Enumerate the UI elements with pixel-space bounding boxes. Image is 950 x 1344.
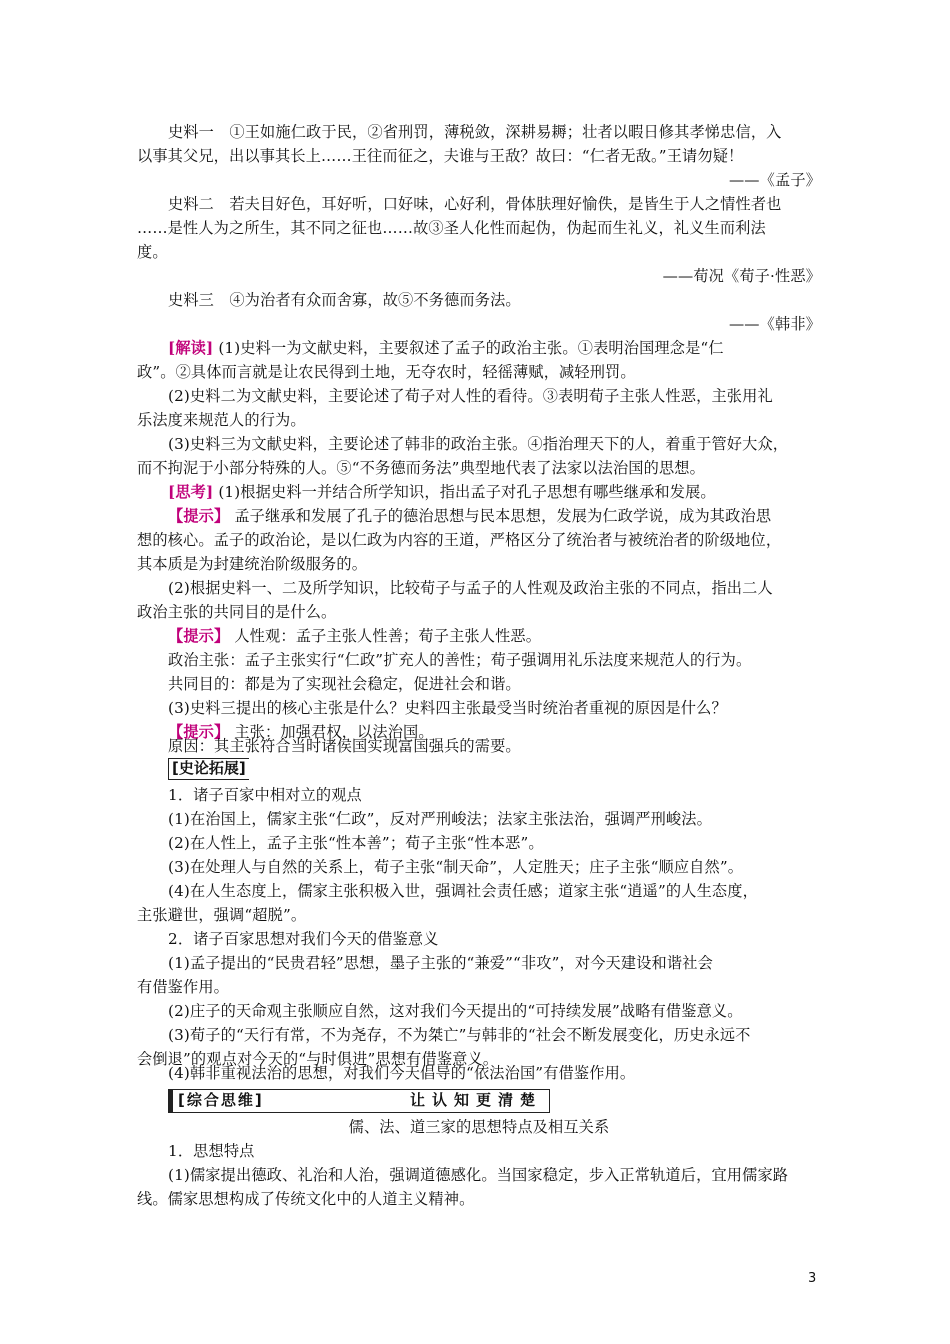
extension-point-2: 2．诸子百家思想对我们今天的借鉴意义 [168, 930, 439, 948]
zonghe-heading-tail: 让认知更清楚 [410, 1091, 543, 1109]
think-question-1 [168, 481, 821, 503]
zonghe-heading: [综合思维] [178, 1091, 264, 1109]
extension-point-2-b: (2)庄子的天命观主张顺应自然，这对我们今天提出的“可持续发展”战略有借鉴意义。 [168, 1002, 743, 1020]
extension-point-1-d-line-2: 主张避世，强调“超脱”。 [137, 906, 307, 924]
extension-point-2-a-line-2: 有借鉴作用。 [137, 978, 230, 996]
hint-1-text: 孟子继承和发展了孔子的德治思想与民本思想，发展为仁政学说，成为其政治思 [234, 507, 772, 525]
interpretation-2-line-2: 乐法度来规范人的行为。 [137, 411, 306, 429]
think-question-2-line-1: (2)根据史料一、二及所学知识，比较荀子与孟子的人性观及政治主张的不同点，指出二人 [168, 579, 773, 597]
think-question-2-line-2: 政治主张的共同目的是什么。 [137, 603, 337, 621]
source-3-line-1: 史料三 ④为治者有众而舍寡，故⑤不务德而务法。 [168, 291, 521, 309]
interpretation-1-line-1 [168, 337, 821, 359]
interpretation-3-line-2: 而不拘泥于小部分特殊的人。⑤“不务德而务法”典型地代表了法家以法治国的思想。 [137, 459, 705, 477]
think-question-1-text: (1)根据史料一并结合所学知识，指出孟子对孔子思想有哪些继承和发展。 [218, 483, 716, 501]
source-2-line-2: ……是性人为之所生，其不同之征也……故③圣人化性而起伪，伪起而生礼义，礼义生而利法 [137, 219, 766, 237]
hint-3-line-2: 原因：其主张符合当时诸侯国实现富国强兵的需要。 [168, 737, 521, 755]
hint-1-line-1 [168, 505, 821, 527]
extension-point-1-d-line-1: (4)在人生态度上，儒家主张积极入世，强调社会责任感；道家主张“逍遥”的人生态度， [168, 882, 758, 900]
shilun-heading: [史论拓展] [172, 759, 246, 777]
extension-point-1-a: (1)在治国上，儒家主张“仁政”，反对严刑峻法；法家主张法治，强调严刑峻法。 [168, 810, 712, 828]
extension-point-1-c: (3)在处理人与自然的关系上，荀子主张“制天命”，人定胜天；庄子主张“顺应自然”。 [168, 858, 744, 876]
interpretation-tag: [解读] [168, 339, 214, 357]
interpretation-3-line-1: (3)史料三为文献史料，主要论述了韩非的政治主张。④指治理天下的人，着重于管好大众， [168, 435, 789, 453]
interpretation-1-line-2: 政”。②具体而言就是让农民得到土地，无夺农时，轻徭薄赋，减轻刑罚。 [137, 363, 636, 381]
hint-1-line-3: 其本质是为封建统治阶级服务的。 [137, 555, 368, 573]
interpretation-1-text: (1)史料一为文献史料，主要叙述了孟子的政治主张。①表明治国理念是“仁 [218, 339, 724, 357]
hint-2-line-2: 政治主张：孟子主张实行“仁政”扩充人的善性；荀子强调用礼乐法度来规范人的行为。 [168, 651, 752, 669]
source-2-line-3: 度。 [137, 243, 168, 261]
source-1-citation: ——《孟子》 [728, 171, 821, 189]
hint-2-text: 人性观：孟子主张人性善；荀子主张人性恶。 [234, 627, 542, 645]
hint-2-line-3: 共同目的：都是为了实现社会稳定，促进社会和谐。 [168, 675, 521, 693]
confucian-features-line-2: 线。儒家思想构成了传统文化中的人道主义精神。 [137, 1190, 475, 1208]
source-2-citation: ——荀况《荀子·性恶》 [662, 267, 821, 285]
extension-point-2-c-line-2: 会倒退”的观点对今天的“与时俱进”思想有借鉴意义。 [137, 1050, 499, 1068]
extension-point-2-a-line-1: (1)孟子提出的“民贵君轻”思想，墨子主张的“兼爱”“非攻”，对今天建设和谐社会 [168, 954, 713, 972]
hint-tag-3: 【提示】 [168, 723, 230, 741]
hint-1-line-2: 想的核心。孟子的政治论，是以仁政为内容的王道，严格区分了统治者与被统治者的阶级地位， [137, 531, 782, 549]
hint-2-line-1 [168, 625, 821, 647]
extension-point-1: 1．诸子百家中相对立的观点 [168, 786, 362, 804]
confucian-features-line-1: (1)儒家提出德政、礼治和人治，强调道德感化。当国家稳定，步入正常轨道后，宜用儒家路 [168, 1166, 789, 1184]
section-title: 儒、法、道三家的思想特点及相互关系 [348, 1118, 610, 1136]
source-1-line-2: 以事其父兄，出以事其长上……王往而征之，夫谁与王敌？故曰：“仁者无敌。”王请勿疑！ [137, 147, 744, 165]
source-2-line-1: 史料二 若夫目好色，耳好听，口好味，心好利，骨体肤理好愉佚，是皆生于人之情性者也 [168, 195, 782, 213]
thought-features-heading: 1．思想特点 [168, 1142, 255, 1160]
hint-3-text: 主张：加强君权，以法治国。 [234, 723, 434, 741]
extension-point-2-c-line-1: (3)荀子的“天行有常，不为尧存，不为桀亡”与韩非的“社会不断发展变化，历史永远不 [168, 1026, 751, 1044]
page-number: 3 [808, 1271, 817, 1286]
source-3-citation: ——《韩非》 [728, 315, 821, 333]
extension-point-2-d: (4)韩非重视法治的思想，对我们今天倡导的“依法治国”有借鉴作用。 [168, 1064, 636, 1082]
hint-tag-1: 【提示】 [168, 507, 230, 525]
think-question-3: (3)史料三提出的核心主张是什么？史料四主张最受当时统治者重视的原因是什么？ [168, 699, 727, 717]
think-tag: [思考] [168, 483, 214, 501]
interpretation-2-line-1: (2)史料二为文献史料，主要论述了荀子对人性的看待。③表明荀子主张人性恶，主张用礼 [168, 387, 773, 405]
hint-tag-2: 【提示】 [168, 627, 230, 645]
extension-point-1-b: (2)在人性上，孟子主张“性本善”；荀子主张“性本恶”。 [168, 834, 544, 852]
source-1-line-1: 史料一 ①王如施仁政于民，②省刑罚，薄税敛，深耕易耨；壮者以暇日修其孝悌忠信，入 [168, 123, 782, 141]
